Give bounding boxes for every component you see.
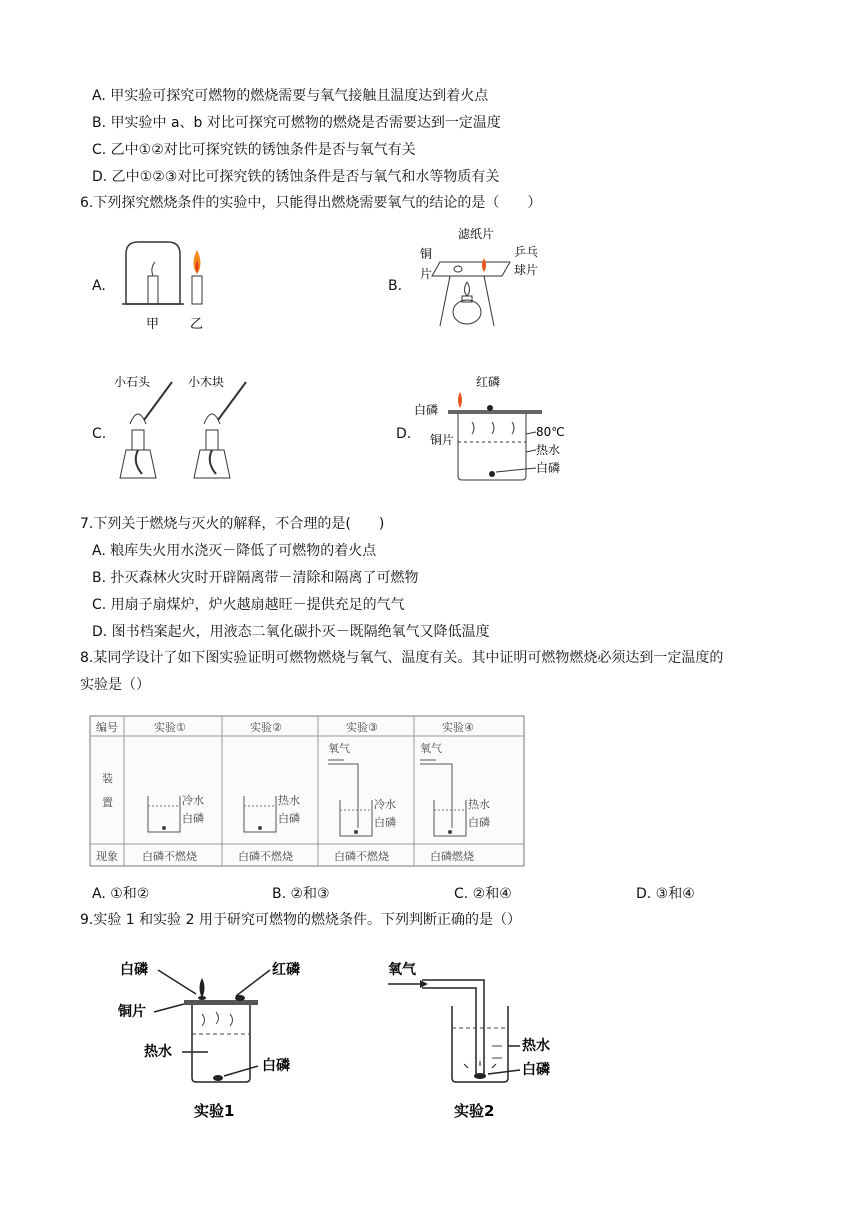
- steam-icon: [472, 422, 514, 434]
- pointer-line: [154, 1004, 184, 1012]
- alcohol-lamp-left: [120, 450, 156, 478]
- q8-stem-line1: 8.某同学设计了如下图实验证明可燃物燃烧与氧气、温度有关。其中证明可燃物燃烧必须达到一定温度的: [80, 650, 724, 666]
- q9-experiment-2: [380, 950, 580, 1125]
- label-white-phosphorus-bottom: 白磷: [262, 1058, 290, 1074]
- label-small-wood: 小木块: [188, 375, 225, 389]
- wick: [210, 450, 216, 474]
- white-phosphorus-underwater: [489, 471, 495, 477]
- flame-icon: [458, 392, 462, 408]
- svg-text:白磷: 白磷: [278, 812, 300, 825]
- white-phosphorus-on-plate: [198, 996, 206, 1000]
- label-white-phosphorus-bottom: 白磷: [536, 461, 561, 475]
- phenomenon-exp4: 白磷燃烧: [430, 850, 474, 863]
- svg-text:冷水: 冷水: [374, 798, 396, 811]
- label-copper-1: 铜: [420, 247, 433, 261]
- bell-jar: [126, 242, 180, 304]
- svg-text:热水: 热水: [468, 798, 490, 811]
- svg-text:氧气: 氧气: [420, 742, 442, 755]
- label-red-phosphorus: 红磷: [272, 962, 300, 978]
- q5-option-d: D. 乙中①②③对比可探究铁的锈蚀条件是否与氧气和水等物质有关: [92, 169, 500, 185]
- q6-stem: 6.下列探究燃烧条件的实验中，只能得出燃烧需要氧气的结论的是（ ）: [80, 195, 542, 211]
- q8-option-b: B. ②和③: [272, 886, 330, 902]
- beaker: [452, 1006, 508, 1082]
- phenomenon-exp3: 白磷不燃烧: [334, 850, 389, 863]
- svg-text:白磷: 白磷: [468, 816, 490, 829]
- white-phosphorus-underwater: [474, 1073, 486, 1079]
- q8-stem-line2: 实验是（）: [80, 677, 150, 693]
- red-phosphorus-on-plate: [235, 995, 245, 1001]
- candle-jia: [148, 276, 158, 304]
- q6-label-d: D.: [396, 426, 412, 442]
- row-label-phenomenon: 现象: [96, 850, 118, 863]
- alcohol-lamp: [453, 300, 481, 324]
- q6-label-c: C.: [92, 426, 107, 442]
- q6-label-b: B.: [388, 278, 403, 294]
- flame-icon: [200, 978, 205, 998]
- flame-icon: [204, 414, 220, 424]
- row-label-device-1: 装: [102, 772, 113, 785]
- row-label-device-2: 置: [102, 796, 113, 809]
- table-header-exp4: 实验④: [442, 721, 474, 734]
- burner-flame: [465, 282, 470, 296]
- q5-option-a: A. 甲实验可探究可燃物的燃烧需要与氧气接触且温度达到着火点: [92, 88, 489, 104]
- q6-figure-d: [412, 372, 572, 488]
- q8-option-a: A. ①和②: [92, 886, 150, 902]
- svg-text:冷水: 冷水: [182, 794, 204, 807]
- label-white-phosphorus-top: 白磷: [120, 962, 148, 978]
- q7-option-d: D. 图书档案起火，用液态二氧化碳扑灭－既隔绝氧气又降低温度: [92, 624, 490, 640]
- lamp-neck: [132, 430, 144, 450]
- label-white-phosphorus-top: 白磷: [414, 403, 439, 417]
- pointer-line: [526, 450, 536, 452]
- svg-text:白磷: 白磷: [182, 812, 204, 825]
- copper-plate: [448, 410, 542, 414]
- phenomenon-exp1: 白磷不燃烧: [142, 850, 197, 863]
- arrow-head-icon: [420, 980, 428, 988]
- q6-figure-c: [108, 368, 258, 492]
- alcohol-lamp-right: [194, 450, 230, 478]
- q6-label-a: A.: [92, 278, 106, 294]
- svg-text:热水: 热水: [278, 794, 300, 807]
- q6-figure-a: [118, 236, 218, 336]
- q8-option-c: C. ②和④: [454, 886, 512, 902]
- table-header-exp1: 实验①: [154, 721, 186, 734]
- caption-experiment-2: 实验2: [454, 1102, 495, 1120]
- label-copper-2: 片: [420, 267, 433, 281]
- steam-icon: [202, 1012, 233, 1026]
- filter-paper-piece: [454, 266, 462, 272]
- q9-stem: 9.实验 1 和实验 2 用于研究可燃物的燃烧条件。下列判断正确的是（）: [80, 912, 521, 928]
- svg-text:白磷: 白磷: [374, 816, 396, 829]
- lamp-neck: [206, 430, 218, 450]
- label-yi: 乙: [190, 317, 204, 332]
- label-hot-water: 热水: [522, 1038, 550, 1054]
- label-white-phosphorus: 白磷: [522, 1062, 550, 1078]
- q7-stem: 7.下列关于燃烧与灭火的解释，不合理的是( ): [80, 516, 385, 532]
- oxygen-tube-inner: [422, 988, 476, 1074]
- caption-experiment-1: 实验1: [194, 1102, 235, 1120]
- flame-icon: [130, 414, 146, 424]
- pointer-line: [224, 1066, 258, 1076]
- label-oxygen: 氧气: [388, 962, 416, 978]
- svg-text:氧气: 氧气: [328, 742, 350, 755]
- tripod-leg: [440, 276, 450, 326]
- label-pingpong-2: 球片: [514, 263, 539, 277]
- q7-option-a: A. 粮库失火用水浇灭－降低了可燃物的着火点: [92, 543, 377, 559]
- pointer-line: [236, 970, 270, 996]
- label-jia: 甲: [146, 317, 160, 332]
- copper-plate: [184, 1000, 258, 1005]
- pointer-line: [496, 468, 536, 472]
- label-red-phosphorus: 红磷: [476, 375, 501, 389]
- flame-icon: [482, 258, 486, 272]
- table-header-number: 编号: [96, 721, 118, 734]
- q7-option-c: C. 用扇子扇煤炉，炉火越扇越旺－提供充足的气气: [92, 597, 405, 613]
- white-phosphorus-underwater: [213, 1075, 223, 1081]
- table-header-exp3: 实验③: [346, 721, 378, 734]
- oxygen-tube: [422, 980, 484, 1074]
- pointer-line: [526, 432, 536, 434]
- smoke-icon: [152, 262, 155, 276]
- tripod-leg: [484, 276, 494, 326]
- label-copper-plate: 铜片: [118, 1004, 146, 1020]
- q5-option-c: C. 乙中①②对比可探究铁的锈蚀条件是否与氧气有关: [92, 142, 416, 158]
- candle-yi: [192, 276, 202, 304]
- label-copper-plate: 铜片: [430, 433, 455, 447]
- red-phosphorus: [487, 405, 493, 411]
- label-pingpong-1: 乒乓: [514, 245, 539, 259]
- lamp-neck: [462, 296, 472, 302]
- copper-plate: [432, 262, 510, 276]
- q5-option-b: B. 甲实验中 a、b 对比可探究可燃物的燃烧是否需要达到一定温度: [92, 115, 501, 131]
- label-filter-paper: 滤纸片: [458, 227, 495, 241]
- pointer-line: [158, 970, 196, 994]
- q8-experiment-table: [88, 712, 528, 872]
- label-small-stone: 小石头: [114, 375, 151, 389]
- phenomenon-exp2: 白磷不燃烧: [238, 850, 293, 863]
- q6-figure-b: [414, 222, 564, 337]
- q9-experiment-1: [108, 950, 348, 1125]
- label-hot-water: 热水: [144, 1044, 172, 1060]
- label-temperature: 80℃: [536, 425, 565, 439]
- label-hot-water: 热水: [536, 443, 561, 457]
- q8-option-d: D. ③和④: [636, 886, 695, 902]
- pointer-line: [488, 1070, 520, 1074]
- wick: [136, 450, 142, 474]
- burning-spark-icon: [464, 1061, 496, 1068]
- q7-option-b: B. 扑灭森林火灾时开辟隔离带－清除和隔离了可燃物: [92, 570, 419, 586]
- table-header-exp2: 实验②: [250, 721, 282, 734]
